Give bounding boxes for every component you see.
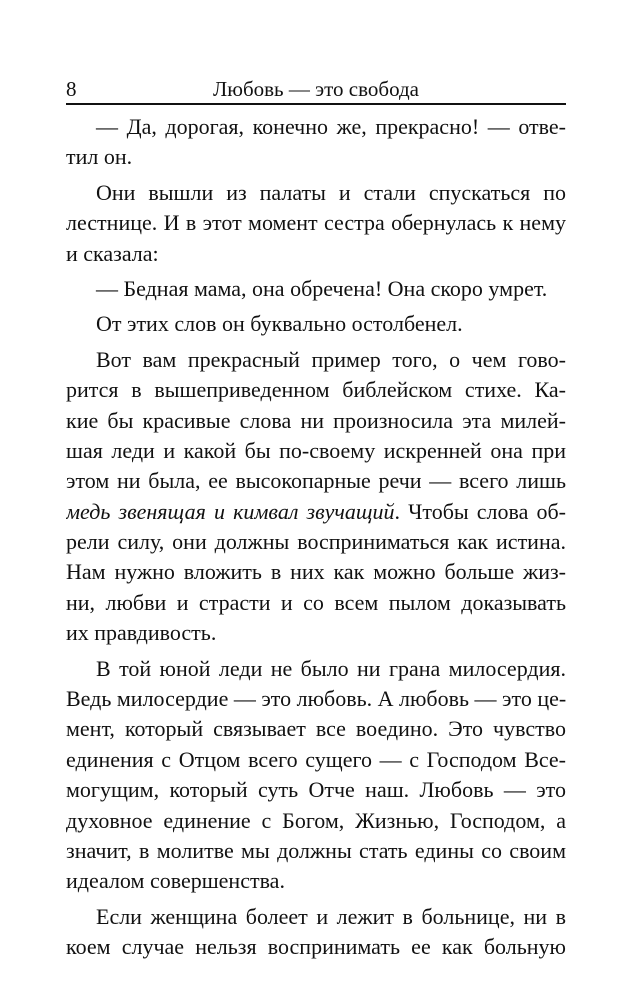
paragraph [66, 902, 566, 963]
text-line: мент, который связывает все воедино. Это чувство [66, 716, 566, 742]
text-line: духовное единение с Богом, Жизнью, Господом, а [66, 807, 566, 833]
text-line: Вот вам прекрасный пример того, о чем гово- [96, 346, 566, 372]
text-line: тил он. [66, 144, 133, 170]
text-line: лестнице. И в этот момент сестра обернулась к нему [66, 210, 566, 236]
text-line: Если женщина болеет и лежит в больнице, ни в [96, 903, 566, 929]
text-line: единения с Отцом всего сущего — с Господом Все- [66, 746, 566, 772]
text-line: идеалом совершенства. [66, 868, 285, 894]
header-rule [66, 103, 566, 105]
text-line: их правдивость. [66, 620, 217, 646]
text-line: могущим, который суть Отче наш. Любовь — это [66, 777, 566, 803]
text-line: — Бедная мама, она обречена! Она скоро умрет. [96, 275, 548, 301]
text-line-mixed [66, 497, 566, 527]
text-line: и сказала: [66, 240, 159, 266]
paragraph [66, 274, 566, 304]
running-title: Любовь — это свобода [213, 77, 419, 101]
running-header [66, 76, 566, 102]
text-line: От этих слов он буквально остолбенел. [96, 311, 463, 337]
italic-quote: медь звенящая и кимвал звучащий [66, 498, 395, 524]
paragraph [66, 654, 566, 897]
line-remainder: . Чтобы слова об- [394, 498, 566, 524]
text-line: кие бы красивые слова ни произносила эта милей- [66, 407, 566, 433]
page-number: 8 [66, 77, 77, 101]
text-line: рится в вышеприведенном библейском стихе. Ка- [66, 377, 566, 403]
body-text [66, 112, 566, 963]
text-line: В той юной леди не было ни грана милосердия. [96, 655, 566, 681]
text-line: рели силу, они должны восприниматься как истина. [66, 529, 566, 555]
text-line: этом ни была, ее высокопарные речи — всего лишь [66, 468, 566, 494]
text-line: Ведь милосердие — это любовь. А любовь — это це- [66, 686, 566, 712]
paragraph [66, 112, 566, 173]
text-line: Они вышли из палаты и стали спускаться по [96, 179, 566, 205]
text-line: шая леди и какой бы по-своему искренней она при [66, 437, 566, 463]
paragraph [66, 345, 566, 649]
text-line: значит, в молитве мы должны стать едины со своим [66, 837, 566, 863]
paragraph [66, 309, 566, 339]
text-line: — Да, дорогая, конечно же, прекрасно! — отве- [96, 114, 566, 139]
text-line: Нам нужно вложить в них как можно больше жиз- [66, 559, 566, 585]
text-line: ни, любви и страсти и со всем пылом доказывать [66, 589, 566, 615]
paragraph [66, 178, 566, 269]
text-line: коем случае нельзя воспринимать ее как больную [66, 934, 566, 960]
